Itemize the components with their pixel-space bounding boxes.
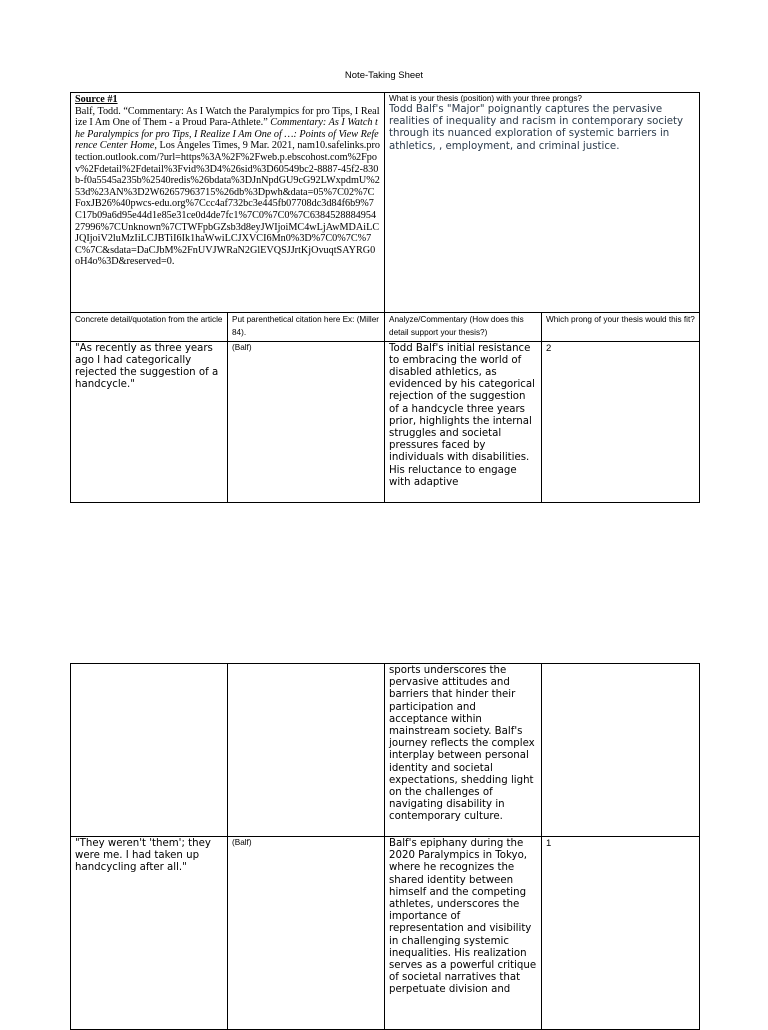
header-prong: Which prong of your thesis would this fit? (542, 313, 700, 342)
thesis-cell (385, 93, 700, 313)
quote-cell: "They weren't 'them'; they were me. I had taken up handcycling after all." (71, 837, 228, 1030)
source-heading: Source #1 (75, 94, 118, 105)
prong-cell: 2 (542, 341, 700, 502)
source-cell (71, 93, 385, 313)
note-taking-table-page2 (70, 663, 700, 1030)
header-commentary: Analyze/Commentary (How does this detail support your thesis?) (385, 313, 542, 342)
citation-text-end: , Los Angeles Times, 9 Mar. 2021, nam10.safelinks.protection.outlook.com/?url=https%3A%2F%2Fweb.p.ebscohost.com%2Fpov%2Fdetail%2Fdetail%3Fvid%3D4%26sid%3D60549bc2-8887-45f2-830b-f0a5545a235b%2540redis%26bdata%3DJnNpdGU9cG92LWxpdmU%253d%23AN%3D2W62657963715%26db%3Dpwh&data=05%7C02%7CFoxJB26%40pwcs-edu.org%7Ccc4af732bc3e445fb07708dc3d84f6b9%7C17b09a6d95e44d1e85e31ce0d4de7fc1%7C0%7C0%7C638452888495427996%7CUnknown%7CTWFpbGZsb3d8eyJWIjoiMC4wLjAwMDAiLCJQIjoiV2luMzIiLCJBTiI6Ik1haWwiLCJXVCI6Mn0%3D%7C0%7C%7C%7C&sdata=DaCJbM%2FnUVJWRaN2GlEVQSJJrtKjOvuqtSAYRG0oH4o%3D&reserved=0. (75, 140, 380, 268)
thesis-answer: Todd Balf's "Major" poignantly captures the pervasive realities of inequality and racism in contemporary society through its nuanced exploration of systemic barriers in athletics, , employment, and criminal justice. (389, 104, 684, 152)
source-thesis-row (71, 93, 700, 313)
citation-cell: (Balf) (228, 341, 385, 502)
commentary-cell: Todd Balf's initial resistance to embracing the world of disabled athletics, as evidenced by his categorical rejection of the suggestion of a handcycle three years prior, highlights the internal struggles and societal pressures faced by individuals with disabilities. His reluctance to engage with adaptive (385, 341, 542, 502)
citation-cell: (Balf) (228, 837, 385, 1030)
prong-cell (542, 664, 700, 837)
table-row (71, 837, 700, 1030)
citation-cell (228, 664, 385, 837)
table-row (71, 664, 700, 837)
citation-title-italic: Commentary: As I Watch the Paralympics for pro Tips, I Realize I Am One of …: Points of View Reference Center Home (75, 117, 379, 152)
commentary-cell: sports underscores the pervasive attitudes and barriers that hinder their participation and acceptance within mainstream society. Balf's journey reflects the complex interplay between personal identity and societal expectations, shedding light on the challenges of navigating disability in contemporary culture. (385, 664, 542, 837)
note-taking-table-page1 (70, 92, 700, 503)
thesis-question: What is your thesis (position) with your three prongs? (389, 94, 582, 103)
citation-text-start: Balf, Todd. “Commentary: As I Watch the Paralympics for pro Tips, I Realize I Am One of Them - a Proud Para-Athlete.” (75, 105, 380, 129)
quote-cell: "As recently as three years ago I had categorically rejected the suggestion of a handcycle." (71, 341, 228, 502)
column-header-row (71, 313, 700, 342)
header-detail: Concrete detail/quotation from the article (71, 313, 228, 342)
prong-cell: 1 (542, 837, 700, 1030)
page-title: Note-Taking Sheet (344, 70, 424, 81)
header-citation: Put parenthetical citation here Ex: (Miller 84). (228, 313, 385, 342)
table-row (71, 341, 700, 502)
quote-cell (71, 664, 228, 837)
commentary-cell: Balf's epiphany during the 2020 Paralympics in Tokyo, where he recognizes the shared identity between himself and the competing athletes, underscores the importance of representation and visibility in challenging systemic inequalities. His realization serves as a powerful critique of societal narratives that perpetuate division and (385, 837, 542, 1030)
source-citation (75, 106, 380, 268)
